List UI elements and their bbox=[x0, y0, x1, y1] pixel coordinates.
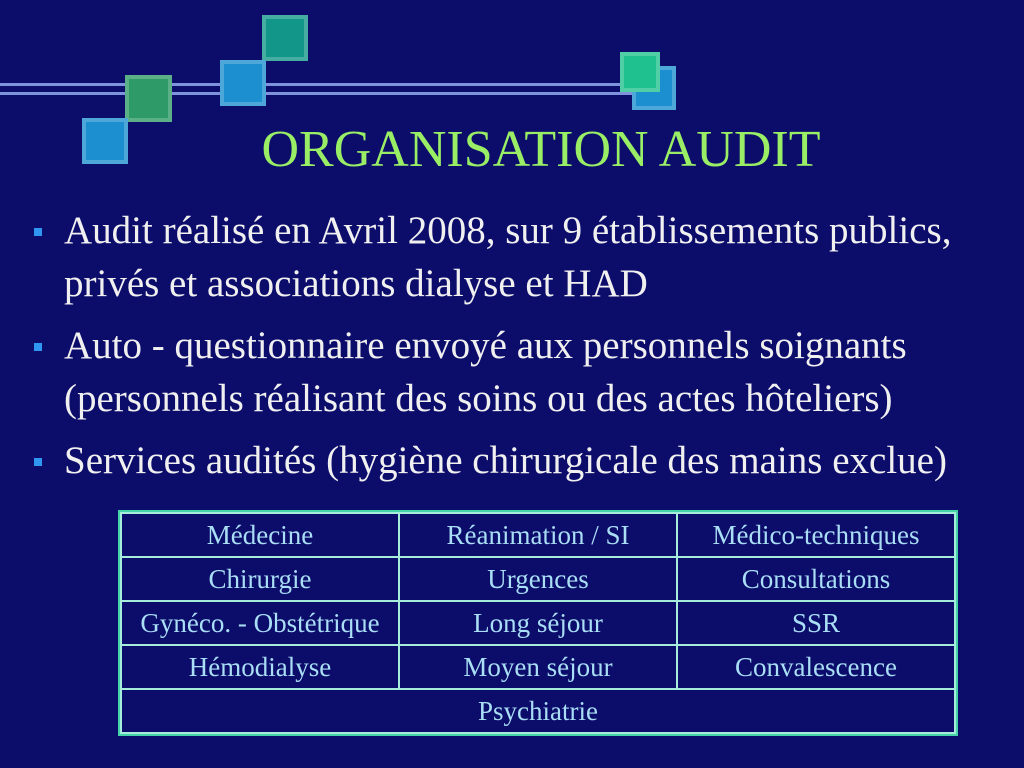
bullet-item bbox=[0, 204, 1024, 310]
decorative-square-bright-green bbox=[620, 52, 660, 92]
table-cell: Long séjour bbox=[399, 601, 677, 645]
decorative-line bbox=[0, 83, 648, 86]
bullet-text-line: (personnels réalisant des soins ou des actes hôteliers) bbox=[64, 377, 893, 420]
table-row bbox=[121, 601, 955, 645]
bullet-item bbox=[0, 319, 1024, 425]
table-cell: Réanimation / SI bbox=[399, 513, 677, 557]
bullet-square-icon bbox=[34, 228, 42, 236]
table-row bbox=[121, 513, 955, 557]
table-cell: Psychiatrie bbox=[121, 689, 955, 733]
decorative-square-blue bbox=[220, 60, 266, 106]
table-cell: Gynéco. - Obstétrique bbox=[121, 601, 399, 645]
table-row bbox=[121, 645, 955, 689]
bullet-text-line: Auto - questionnaire envoyé aux personnels soignants bbox=[64, 324, 907, 367]
bullet-square-icon bbox=[34, 343, 42, 351]
table-row bbox=[121, 557, 955, 601]
table-cell: Convalescence bbox=[677, 645, 955, 689]
audited-services-table bbox=[120, 512, 956, 734]
table-cell: Moyen séjour bbox=[399, 645, 677, 689]
table-cell: Chirurgie bbox=[121, 557, 399, 601]
bullet-item bbox=[0, 434, 1024, 487]
bullet-text-line: Services audités (hygiène chirurgicale des mains exclue) bbox=[64, 439, 947, 482]
table-cell: Médecine bbox=[121, 513, 399, 557]
decorative-square-teal bbox=[262, 15, 308, 61]
table-cell: Médico-techniques bbox=[677, 513, 955, 557]
decorative-square-green bbox=[125, 75, 172, 122]
bullet-list bbox=[0, 204, 1024, 496]
decorative-line bbox=[0, 92, 648, 95]
table-cell: SSR bbox=[677, 601, 955, 645]
bullet-text-line: privés et associations dialyse et HAD bbox=[64, 262, 648, 305]
bullet-text-line: Audit réalisé en Avril 2008, sur 9 établissements publics, bbox=[64, 209, 952, 252]
table-cell: Hémodialyse bbox=[121, 645, 399, 689]
table-cell: Urgences bbox=[399, 557, 677, 601]
slide-title: ORGANISATION AUDIT bbox=[261, 121, 821, 178]
bullet-square-icon bbox=[34, 458, 42, 466]
table-row bbox=[121, 689, 955, 733]
decorative-square-blue bbox=[82, 118, 128, 164]
services-table-frame bbox=[118, 510, 958, 736]
table-cell: Consultations bbox=[677, 557, 955, 601]
